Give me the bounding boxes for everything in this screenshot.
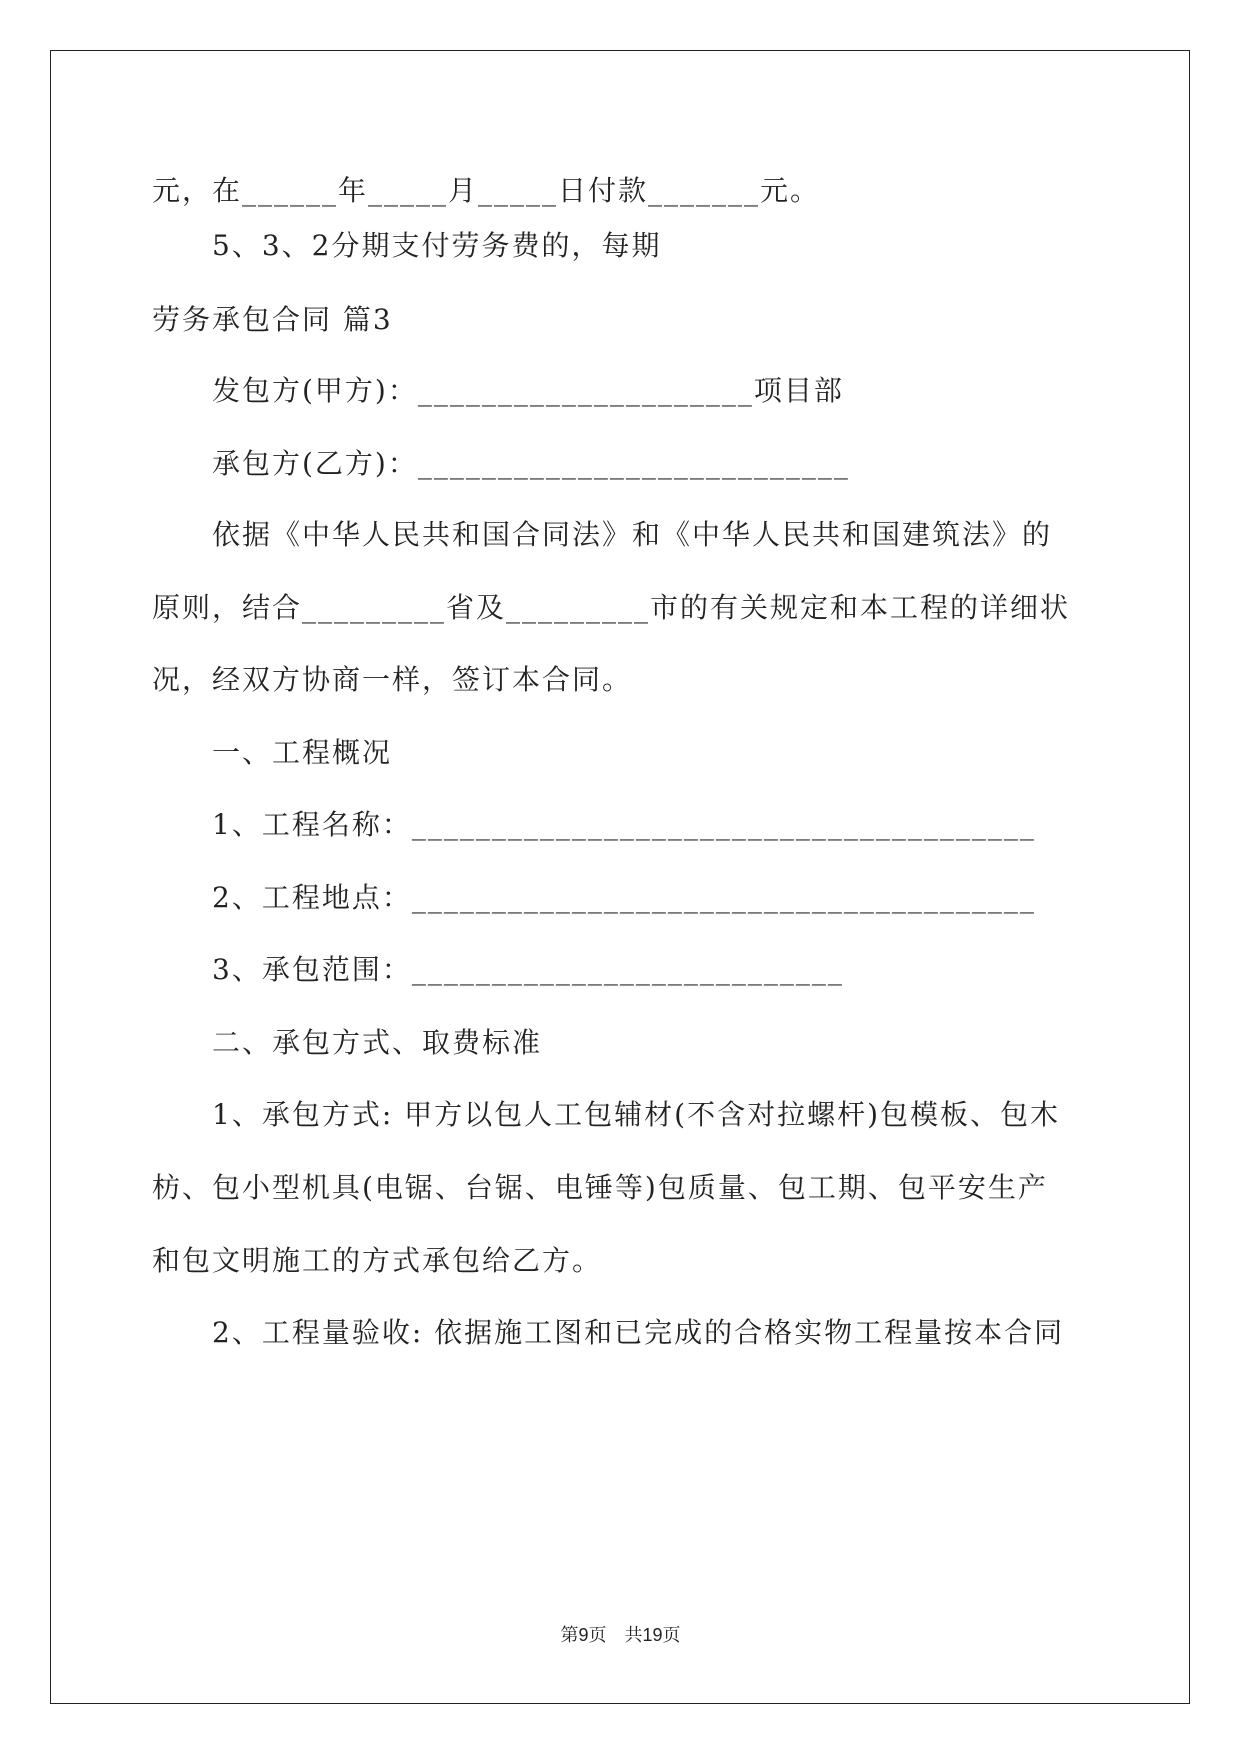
text-line: 2、工程量验收: 依据施工图和已完成的合格实物工程量按本合同 bbox=[212, 1316, 1065, 1349]
text-line: 枋、包小型机具(电锯、台锯、电锤等)包质量、包工期、包平安生产 bbox=[152, 1171, 1048, 1204]
page-total: 19 bbox=[642, 1625, 663, 1645]
page-border bbox=[50, 50, 1190, 1704]
page-label-mid: 页 共 bbox=[588, 1625, 643, 1646]
page-footer bbox=[0, 1621, 1241, 1647]
text-line: 发包方(甲方)：_____________________项目部 bbox=[212, 374, 844, 407]
text-line: 3、承包范围：___________________________ bbox=[212, 953, 844, 986]
text-line: 依据《中华人民共和国合同法》和《中华人民共和国建筑法》的 bbox=[212, 518, 1053, 551]
text-line: 承包方(乙方)：___________________________ bbox=[212, 447, 850, 480]
text-line: 2、工程地点：_______________________________________ bbox=[212, 881, 1036, 914]
text-line: 原则，结合_________省及_________市的有关规定和本工程的详细状 bbox=[152, 591, 1071, 624]
text-line: 一、工程概况 bbox=[212, 736, 393, 769]
section-heading: 劳务承包合同 篇3 bbox=[152, 303, 393, 336]
text-line: 二、承包方式、取费标准 bbox=[212, 1026, 543, 1059]
text-line: 况，经双方协商一样，签订本合同。 bbox=[152, 663, 633, 696]
page-current: 9 bbox=[578, 1625, 589, 1645]
text-line: 1、工程名称：_______________________________________ bbox=[212, 808, 1036, 841]
text-line: 和包文明施工的方式承包给乙方。 bbox=[152, 1244, 603, 1277]
page-label-post: 页 bbox=[662, 1625, 681, 1646]
page-label-pre: 第 bbox=[560, 1625, 579, 1646]
text-line: 元，在______年_____月_____日付款_______元。 bbox=[152, 174, 821, 207]
text-line: 1、承包方式: 甲方以包人工包辅材(不含对拉螺杆)包模板、包木 bbox=[212, 1098, 1060, 1131]
text-line: 5、3、2分期支付劳务费的，每期 bbox=[212, 229, 662, 262]
